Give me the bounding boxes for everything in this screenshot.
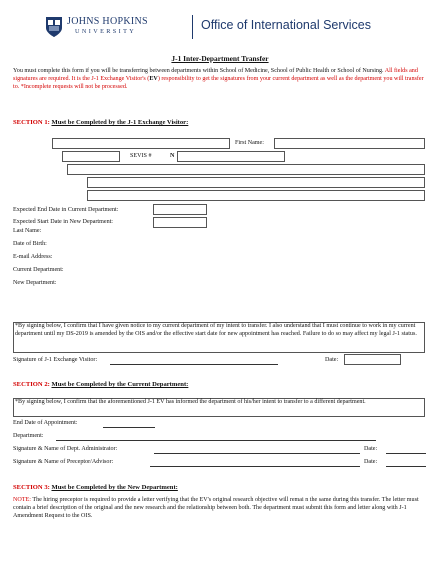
- end-date-label: Expected End Date in Current Department:: [13, 207, 119, 213]
- end-date-field[interactable]: [153, 204, 207, 215]
- section-3-note: NOTE: The hiring preceptor is required to provide a letter verifying that the EV's original research objective will remai n the same during this transfer. The letter must contain a brief description of the original and the new research and the relationship between both. The department must submit this form and letter along with J-1 Amendment Request to the OIS.: [13, 497, 419, 519]
- preceptor-date-label: Date:: [364, 459, 378, 465]
- admin-date-label: Date:: [364, 446, 378, 452]
- shield-icon: [45, 16, 63, 38]
- ev-date-label: Date:: [325, 357, 339, 363]
- form-title: J-1 Inter-Department Transfer: [171, 54, 269, 63]
- ev-signature-label: Signature of J-1 Exchange Visitor:: [13, 357, 98, 363]
- header-divider: [192, 15, 193, 39]
- first-name-field[interactable]: [274, 138, 425, 149]
- field-box-3[interactable]: [67, 164, 425, 175]
- section-2-heading: SECTION 2: Must be Completed by the Current Department:: [13, 381, 189, 388]
- section-2-statement: *By signing below, I confirm that the aforementioned J-1 EV has informed the department of his/her intent to transfer to a different department.: [15, 399, 366, 405]
- field-box-5[interactable]: [87, 190, 425, 201]
- ev-date-field[interactable]: [344, 354, 401, 365]
- preceptor-signature-line[interactable]: [150, 466, 360, 467]
- start-date-field[interactable]: [153, 217, 207, 228]
- section-3-heading: SECTION 3: Must be Completed by the New Department:: [13, 484, 178, 491]
- dob-label: Date of Birth:: [13, 241, 47, 247]
- end-appt-line[interactable]: [103, 427, 155, 428]
- admin-signature-line[interactable]: [154, 453, 360, 454]
- email-label: E-mail Address:: [13, 254, 53, 260]
- department-line[interactable]: [56, 440, 376, 441]
- office-title: Office of International Services: [201, 18, 371, 32]
- sevis-prefix: N: [170, 153, 175, 159]
- logo-bottom-text: UNIVERSITY: [75, 28, 137, 35]
- ev-signature-line[interactable]: [110, 364, 278, 365]
- field-box-2[interactable]: [62, 151, 120, 162]
- field-box-4[interactable]: [87, 177, 425, 188]
- logo-top-text: JOHNS HOPKINS: [67, 16, 148, 27]
- field-box-1[interactable]: [52, 138, 230, 149]
- sevis-field[interactable]: [177, 151, 285, 162]
- university-logo: [45, 14, 165, 40]
- end-appt-label: End Date of Appointment:: [13, 420, 78, 426]
- new-dept-label: New Department:: [13, 280, 57, 286]
- section-1-statement: *By signing below, I confirm that I have given notice to my current department of my intent to transfer. I also understand that I must continue to work in my current department until my DS-2019 is amended by the OIS and/or the effective start date for new appointment has reached. Failure to do so may affect my legal J-1 status.: [15, 323, 417, 337]
- current-dept-label: Current Department:: [13, 267, 64, 273]
- start-date-label: Expected Start Date in New Department:: [13, 219, 114, 225]
- intro-paragraph: You must complete this form if you will be transferring between departments within School of Medicine, School of Public Health or School of Nursing. All fields and signatures are required. It is the J-1 Exchange Visitor's (EV) responsibility to get the signatures from your current department as well as the department you will transfer to. *Incomplete requests will not be processed.: [13, 68, 424, 90]
- section-1-heading: SECTION 1: Must be Completed by the J-1 Exchange Visitor:: [13, 119, 189, 126]
- admin-signature-label: Signature & Name of Dept. Administrator:: [13, 446, 118, 452]
- preceptor-signature-label: Signature & Name of Preceptor/Advisor:: [13, 459, 114, 465]
- first-name-label: First Name:: [235, 140, 264, 146]
- preceptor-date-line[interactable]: [386, 466, 426, 467]
- sevis-label: SEVIS #: [130, 153, 152, 159]
- last-name-label: Last Name:: [13, 228, 42, 234]
- admin-date-line[interactable]: [386, 453, 426, 454]
- department-label: Department:: [13, 433, 44, 439]
